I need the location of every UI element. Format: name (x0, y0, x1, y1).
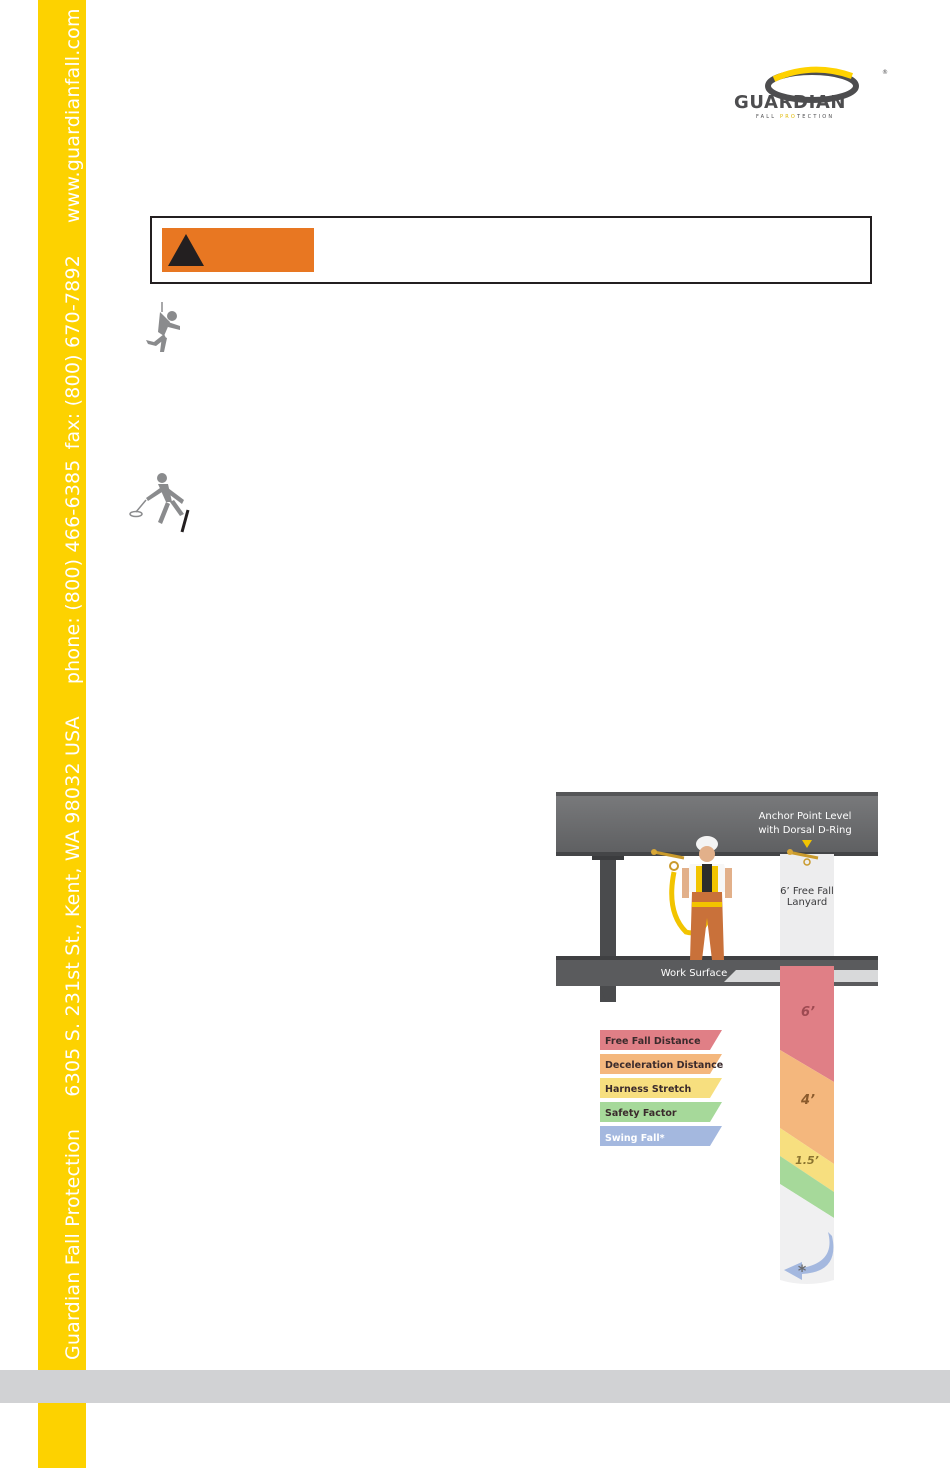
legend-label-deceleration: Deceleration Distance (605, 1060, 724, 1071)
sidebar-fax: fax: (800) 670-7892 (62, 254, 84, 450)
logo-wordmark: GUARDIAN (734, 92, 847, 113)
logo-tagline: FALL PROTECTION (756, 114, 835, 120)
sidebar-phone: phone: (800) 466-6385 (62, 459, 84, 685)
bar-label-free-fall: 6’ (801, 1005, 815, 1020)
warning-box (150, 216, 872, 284)
warning-triangle-icon (166, 232, 206, 268)
bar-label-deceleration: 4’ (801, 1093, 815, 1108)
work-surface-label: Work Surface (660, 968, 728, 979)
legend-label-swing: Swing Fall* (605, 1133, 665, 1144)
falling-worker-icon (140, 302, 190, 356)
anchor-label-line1: Anchor Point Level (758, 811, 852, 822)
lanyard-label-line2: Lanyard (786, 897, 828, 908)
fall-clearance-graphic (556, 792, 878, 1290)
anchor-label-line2: with Dorsal D-Ring (758, 825, 852, 836)
sidebar-address: 6305 S. 231st St., Kent, WA 98032 USA (62, 716, 84, 1097)
legend-label-free-fall: Free Fall Distance (605, 1036, 701, 1047)
lanyard-label-line1: 6’ Free Fall (780, 886, 834, 897)
legend (600, 1030, 723, 1146)
bar-label-harness: 1.5’ (795, 1154, 819, 1167)
fall-clearance-diagram (556, 792, 878, 1290)
legend-label-safety: Safety Factor (605, 1108, 677, 1119)
sidebar-website[interactable]: www.guardianfall.com (62, 8, 84, 223)
bar-label-swing: * (797, 1261, 807, 1280)
tripping-worker-icon (128, 470, 198, 534)
clearance-column (780, 854, 834, 962)
footer-band (0, 1370, 950, 1403)
guardian-logo (732, 64, 888, 124)
sidebar-company: Guardian Fall Protection (62, 1128, 84, 1360)
sidebar-contact-text (62, 8, 84, 1360)
warning-label (162, 228, 314, 272)
svg-text:®: ® (882, 69, 888, 76)
legend-label-harness: Harness Stretch (605, 1084, 692, 1095)
